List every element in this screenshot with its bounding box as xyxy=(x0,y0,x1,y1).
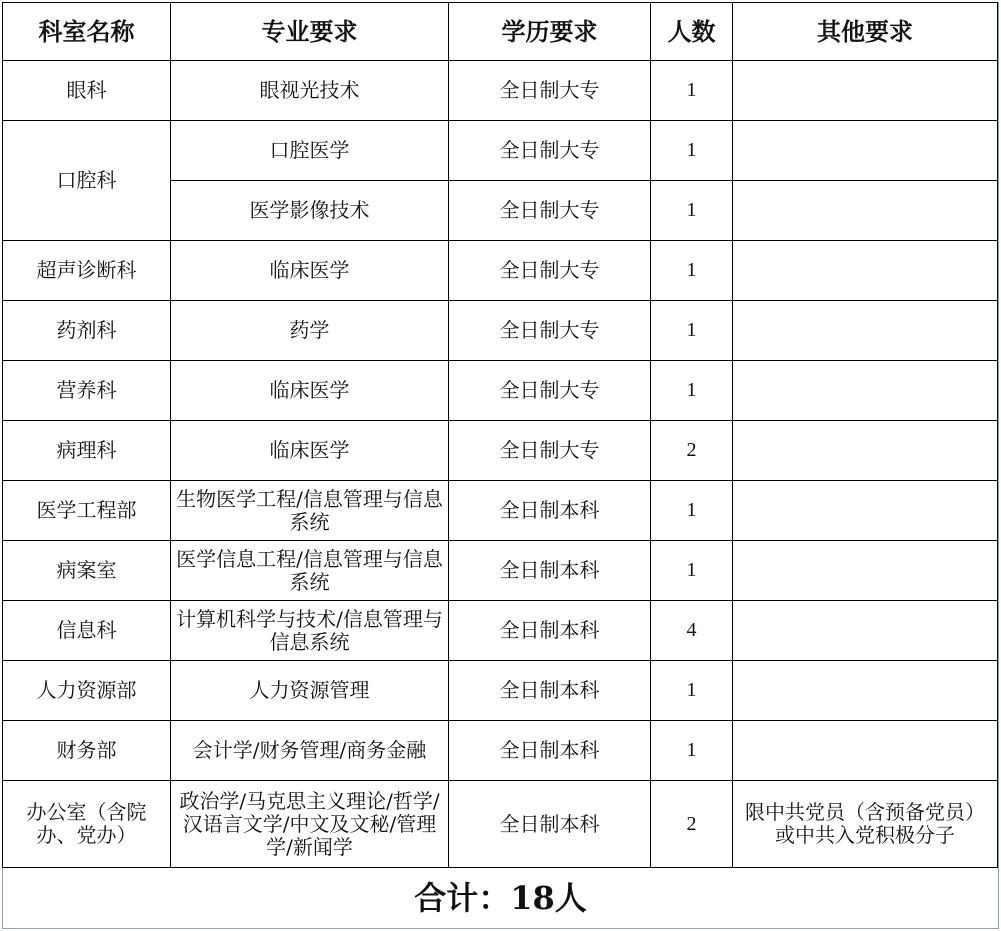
education-cell: 全日制大专 xyxy=(449,361,651,421)
count-cell: 1 xyxy=(651,361,733,421)
dept-cell: 药剂科 xyxy=(3,301,171,361)
count-cell: 1 xyxy=(651,301,733,361)
table-row xyxy=(3,61,998,121)
dept-cell: 超声诊断科 xyxy=(3,241,171,301)
dept-cell: 财务部 xyxy=(3,721,171,781)
count-cell: 1 xyxy=(651,661,733,721)
education-cell: 全日制本科 xyxy=(449,481,651,541)
education-cell: 全日制大专 xyxy=(449,181,651,241)
major-cell: 生物医学工程/信息管理与信息系统 xyxy=(171,481,449,541)
education-cell: 全日制大专 xyxy=(449,241,651,301)
table-row xyxy=(3,541,998,601)
dept-cell: 病理科 xyxy=(3,421,171,481)
major-cell: 会计学/财务管理/商务金融 xyxy=(171,721,449,781)
count-cell: 1 xyxy=(651,61,733,121)
recruitment-table xyxy=(2,2,998,868)
table-row xyxy=(3,121,998,181)
table-row xyxy=(3,661,998,721)
dept-cell: 办公室（含院办、党办） xyxy=(3,781,171,868)
major-cell: 眼视光技术 xyxy=(171,61,449,121)
count-cell: 2 xyxy=(651,421,733,481)
major-cell: 临床医学 xyxy=(171,421,449,481)
dept-cell: 营养科 xyxy=(3,361,171,421)
other-cell: 限中共党员（含预备党员）或中共入党积极分子 xyxy=(733,781,998,868)
major-cell: 药学 xyxy=(171,301,449,361)
table-row xyxy=(3,241,998,301)
major-cell: 口腔医学 xyxy=(171,121,449,181)
major-cell: 政治学/马克思主义理论/哲学/汉语言文学/中文及文秘/管理学/新闻学 xyxy=(171,781,449,868)
header-major: 专业要求 xyxy=(171,3,449,61)
table-row xyxy=(3,601,998,661)
table-row xyxy=(3,781,998,868)
count-cell: 1 xyxy=(651,721,733,781)
header-education: 学历要求 xyxy=(449,3,651,61)
major-cell: 医学信息工程/信息管理与信息系统 xyxy=(171,541,449,601)
other-cell xyxy=(733,241,998,301)
education-cell: 全日制大专 xyxy=(449,61,651,121)
total-summary: 合计：18人 xyxy=(414,879,587,917)
count-cell: 4 xyxy=(651,601,733,661)
count-cell: 1 xyxy=(651,241,733,301)
education-cell: 全日制本科 xyxy=(449,541,651,601)
dept-cell: 信息科 xyxy=(3,601,171,661)
other-cell xyxy=(733,601,998,661)
other-cell xyxy=(733,661,998,721)
header-dept: 科室名称 xyxy=(3,3,171,61)
major-cell: 临床医学 xyxy=(171,241,449,301)
dept-cell: 眼科 xyxy=(3,61,171,121)
other-cell xyxy=(733,361,998,421)
major-cell: 医学影像技术 xyxy=(171,181,449,241)
education-cell: 全日制本科 xyxy=(449,721,651,781)
table-row xyxy=(3,361,998,421)
table-row xyxy=(3,421,998,481)
education-cell: 全日制本科 xyxy=(449,781,651,868)
dept-cell: 口腔科 xyxy=(3,121,171,241)
other-cell xyxy=(733,121,998,181)
count-cell: 1 xyxy=(651,481,733,541)
other-cell xyxy=(733,481,998,541)
other-cell xyxy=(733,61,998,121)
count-cell: 1 xyxy=(651,541,733,601)
table-row xyxy=(3,301,998,361)
education-cell: 全日制本科 xyxy=(449,661,651,721)
table-row xyxy=(3,721,998,781)
major-cell: 临床医学 xyxy=(171,361,449,421)
count-cell: 1 xyxy=(651,181,733,241)
header-count: 人数 xyxy=(651,3,733,61)
education-cell: 全日制本科 xyxy=(449,601,651,661)
dept-cell: 人力资源部 xyxy=(3,661,171,721)
dept-cell: 医学工程部 xyxy=(3,481,171,541)
other-cell xyxy=(733,301,998,361)
education-cell: 全日制大专 xyxy=(449,121,651,181)
major-cell: 人力资源管理 xyxy=(171,661,449,721)
other-cell xyxy=(733,421,998,481)
count-cell: 2 xyxy=(651,781,733,868)
count-cell: 1 xyxy=(651,121,733,181)
other-cell xyxy=(733,721,998,781)
dept-cell: 病案室 xyxy=(3,541,171,601)
education-cell: 全日制大专 xyxy=(449,301,651,361)
table-row xyxy=(3,481,998,541)
major-cell: 计算机科学与技术/信息管理与信息系统 xyxy=(171,601,449,661)
header-other: 其他要求 xyxy=(733,3,998,61)
other-cell xyxy=(733,181,998,241)
other-cell xyxy=(733,541,998,601)
education-cell: 全日制大专 xyxy=(449,421,651,481)
